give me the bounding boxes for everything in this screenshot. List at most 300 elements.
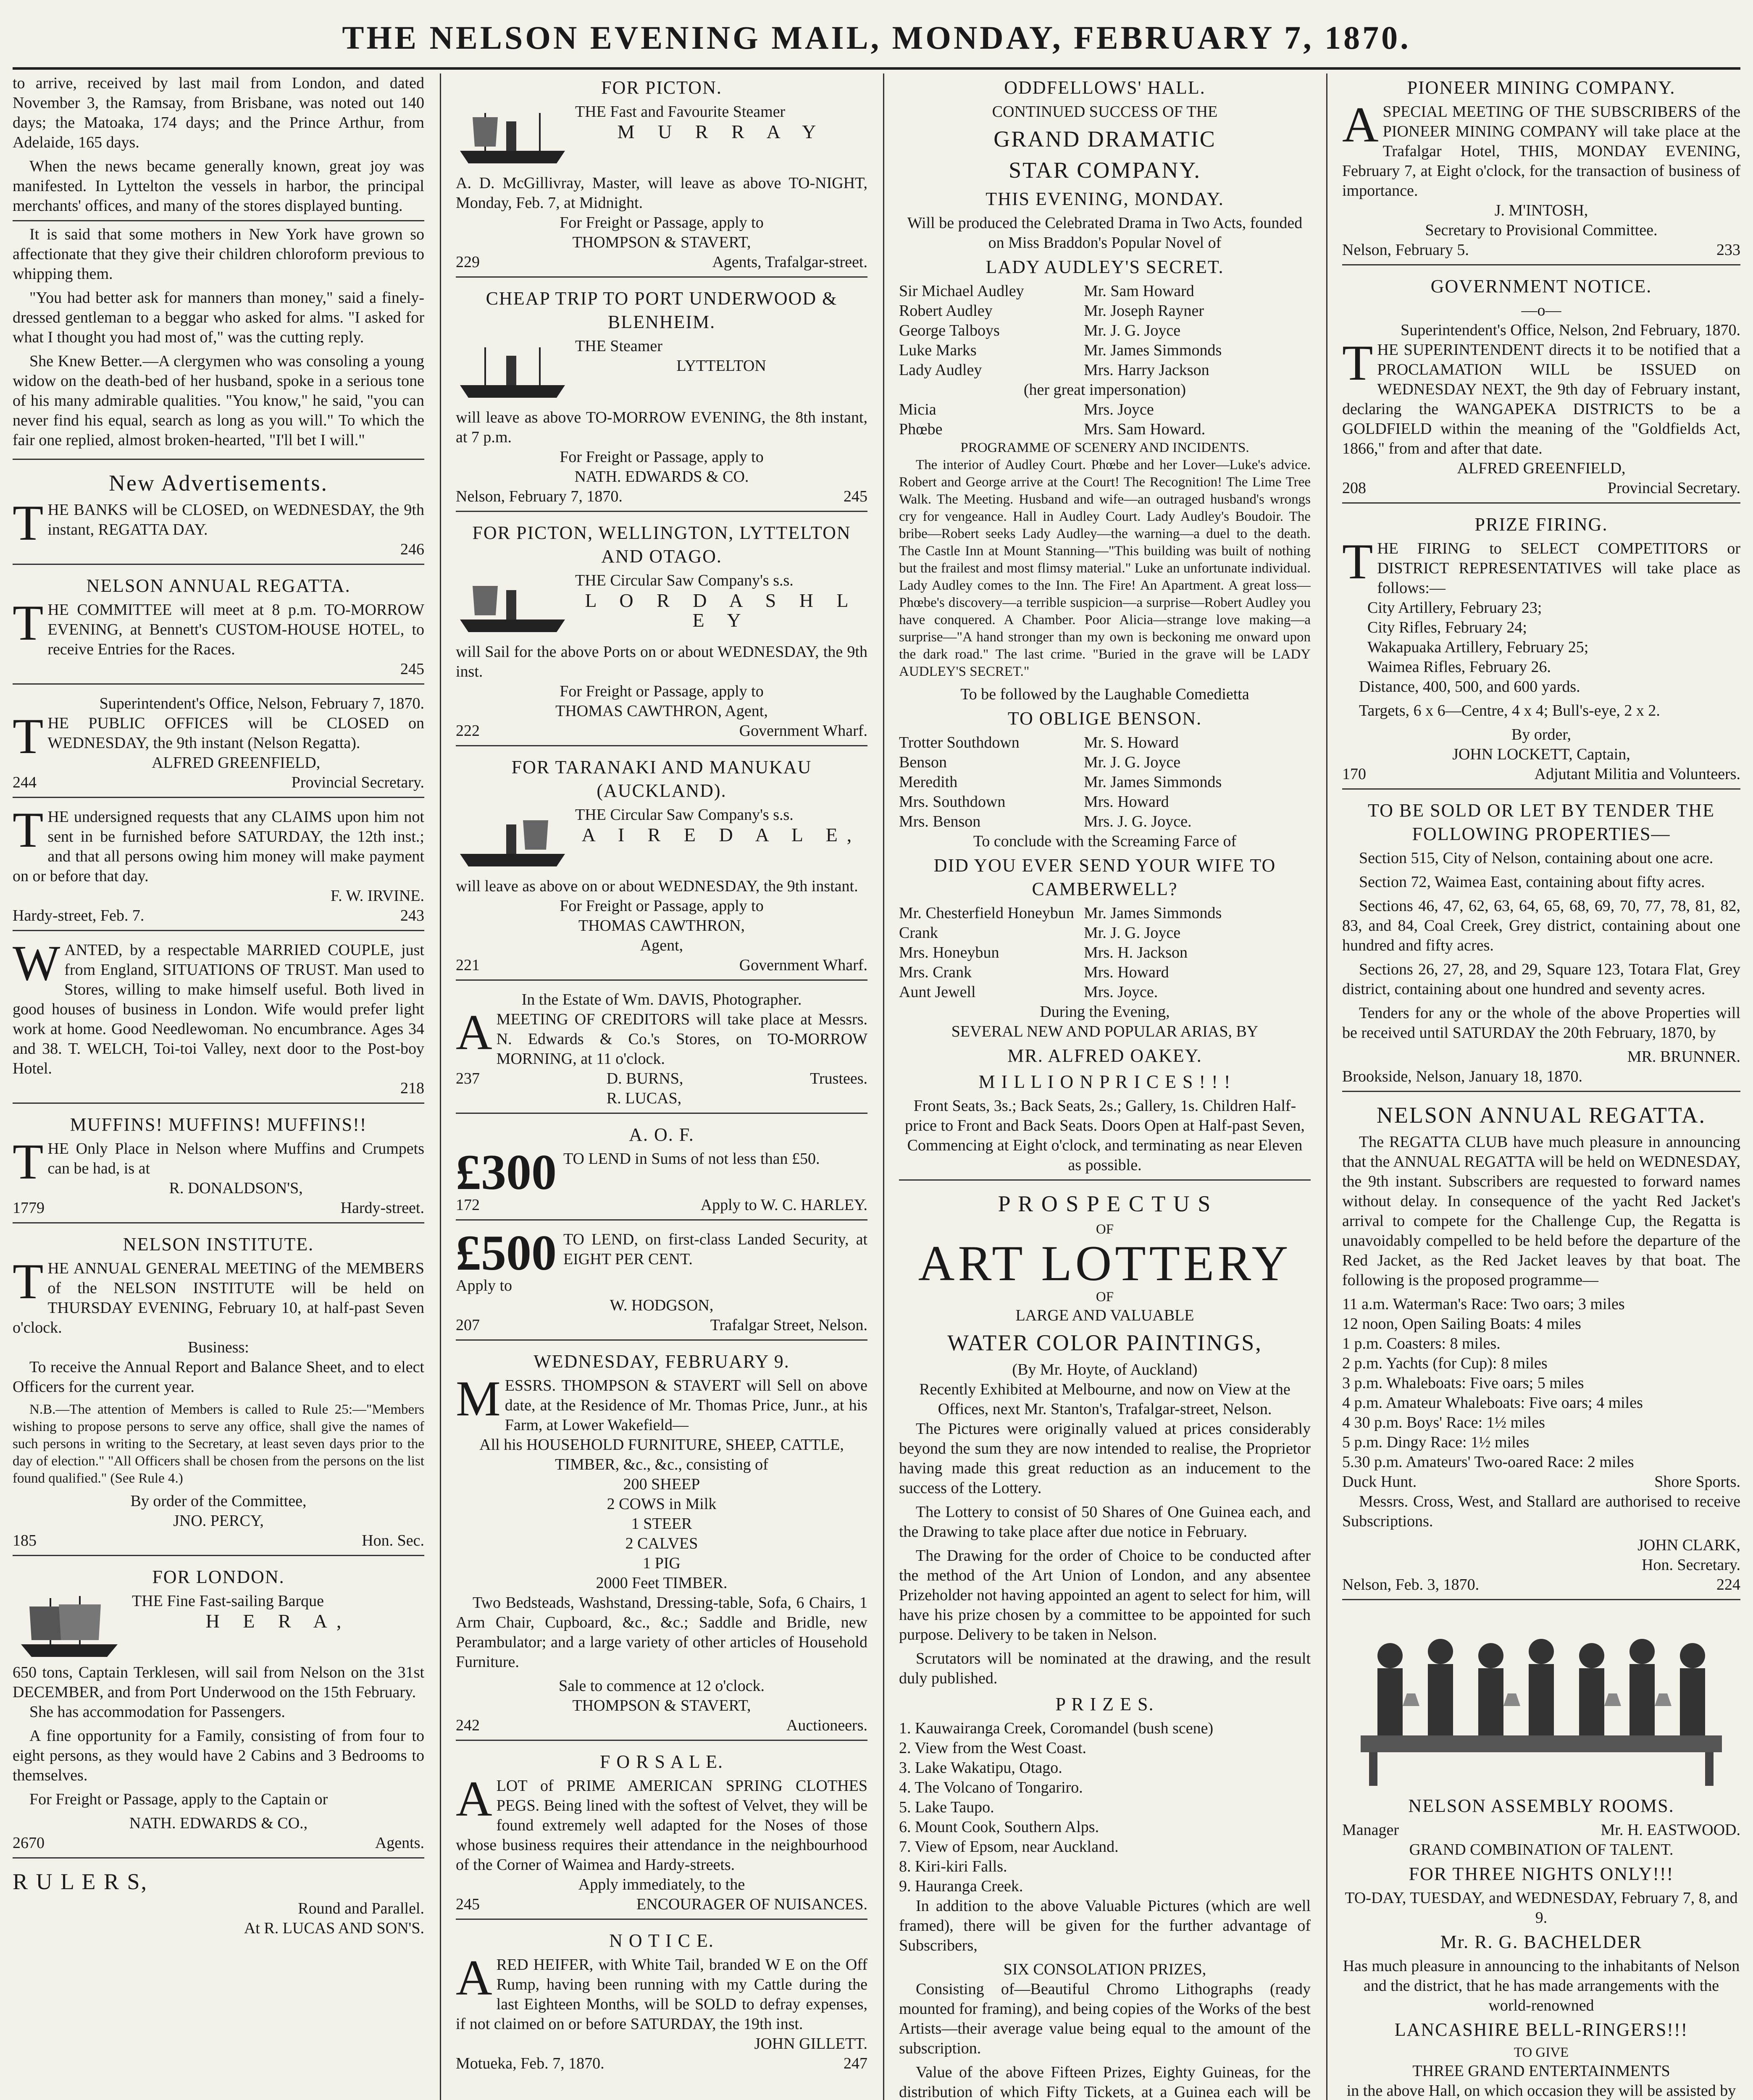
ad-apply: Apply to W. C. HARLEY. bbox=[700, 1196, 867, 1214]
ad-text: Duck Hunt. bbox=[1342, 1473, 1417, 1491]
cast-row bbox=[899, 301, 1311, 321]
column-3 bbox=[899, 74, 1311, 2100]
ship-icon bbox=[13, 1594, 126, 1661]
ad-public-offices bbox=[13, 694, 424, 798]
ad-signature: JOHN CLARK, bbox=[1637, 1536, 1740, 1554]
ad-number: 242 bbox=[456, 1717, 480, 1734]
list-item: 4 30 p.m. Boys' Race: 1½ miles bbox=[1342, 1414, 1545, 1431]
column-1 bbox=[13, 74, 424, 2100]
ad-title: GOVERNMENT NOTICE. bbox=[1430, 276, 1652, 297]
ad-assembly-rooms bbox=[1342, 1609, 1740, 2100]
list-item: 4 p.m. Amateur Whaleboats: Five oars; 4 miles bbox=[1342, 1394, 1643, 1412]
performer-name: LANCASHIRE BELL-RINGERS!!! bbox=[1394, 2019, 1688, 2040]
ad-address: Motueka, Feb. 7, 1870. bbox=[456, 2055, 604, 2072]
ad-signature: F. W. IRVINE. bbox=[331, 887, 424, 905]
ad-subhead: OF bbox=[1096, 1222, 1114, 1237]
ad-signature: THOMPSON & STAVERT, bbox=[572, 1697, 751, 1714]
ad-number: 243 bbox=[400, 907, 424, 924]
news-item bbox=[13, 220, 424, 460]
performer-name: Mr. R. G. BACHELDER bbox=[1440, 1932, 1643, 1952]
role: Robert Audley bbox=[899, 302, 993, 320]
ad-title: ODDFELLOWS' HALL. bbox=[1004, 77, 1206, 98]
ad-text: Has much pleasure in announcing to the inhabitants of Nelson and the district, that he has made arrangements with the world-renowned bbox=[1343, 1957, 1740, 2014]
list-item: 2000 Feet TIMBER. bbox=[596, 1574, 728, 1592]
ad-picton bbox=[456, 76, 867, 278]
ad-number: 229 bbox=[456, 253, 480, 271]
ad-text: Distance, 400, 500, and 600 yards. bbox=[1359, 678, 1580, 696]
ad-signature: MR. BRUNNER. bbox=[1627, 1048, 1740, 1066]
list-item: 8. Kiri-kiri Falls. bbox=[899, 1858, 1007, 1875]
actor: Mr. J. G. Joyce bbox=[1084, 322, 1181, 339]
role: Mrs. Crank bbox=[899, 963, 972, 981]
ad-text: THE PUBLIC OFFICES will be CLOSED on WEDNESDAY, the 9th instant (Nelson Regatta). bbox=[13, 708, 424, 764]
role: Sir Michael Audley bbox=[899, 282, 1024, 300]
cast-list bbox=[899, 733, 1311, 832]
list-item: 11 a.m. Waterman's Race: Two oars; 3 miles bbox=[1342, 1295, 1625, 1313]
actor: Mrs. Joyce. bbox=[1084, 983, 1158, 1001]
list-item: City Artillery, February 23; bbox=[1367, 599, 1542, 617]
ad-apply: For Freight or Passage, apply to bbox=[560, 897, 764, 915]
ad-subhead: LARGE AND VALUABLE bbox=[1015, 1307, 1194, 1324]
ad-address: Nelson, Feb. 3, 1870. bbox=[1342, 1576, 1480, 1593]
list-item: Section 72, Waimea East, containing about fifty acres. bbox=[1359, 873, 1705, 891]
ad-number: 245 bbox=[844, 488, 867, 505]
ad-text: Value of the above Fifteen Prizes, Eighty Guineas, for the distribution of which Fifty Tickets, at a Guinea each will be bbox=[899, 2063, 1311, 2100]
ad-signature: ALFRED GREENFIELD, bbox=[1457, 459, 1626, 477]
ad-text: ASPECIAL MEETING OF THE SUBSCRIBERS of the PIONEER MINING COMPANY will take place at the Trafalgar Hotel, THIS, MONDAY EVENING, February 7, at Eight o'clock, for the transaction of business of importance. bbox=[1342, 97, 1740, 200]
ship-name: A I R E D A L E, bbox=[581, 824, 861, 845]
ad-regatta bbox=[13, 574, 424, 685]
ad-signature: THOMAS CAWTHRON, Agent, bbox=[555, 702, 768, 720]
ad-text: All his HOUSEHOLD FURNITURE, SHEEP, CATTLE, TIMBER, &c., &c., consisting of bbox=[479, 1436, 844, 1473]
cast-row bbox=[899, 963, 1311, 982]
ad-role: Agents, Trafalgar-street. bbox=[712, 253, 867, 271]
ad-text: THE Circular Saw Company's s.s. bbox=[575, 572, 794, 589]
ad-apply: For Freight or Passage, apply to bbox=[560, 214, 764, 231]
ad-role: Secretary to Provisional Committee. bbox=[1425, 221, 1658, 239]
ad-davis bbox=[456, 990, 867, 1114]
cast-list bbox=[899, 400, 1311, 439]
ad-address: Nelson, February 5. bbox=[1342, 241, 1469, 259]
actor: Mr. S. Howard bbox=[1084, 734, 1179, 751]
ad-text: TO GIVE bbox=[1514, 2045, 1569, 2060]
ad-taranaki bbox=[456, 756, 867, 981]
actor: Mr. J. G. Joyce bbox=[1084, 924, 1181, 942]
list-item: 6. Mount Cook, Southern Alps. bbox=[899, 1818, 1099, 1836]
ad-title: NELSON ASSEMBLY ROOMS. bbox=[1408, 1796, 1674, 1816]
ad-order: By order, bbox=[1511, 726, 1571, 743]
ad-amount: £500 bbox=[456, 1225, 557, 1281]
ad-number: 221 bbox=[456, 956, 480, 974]
ship-name: LYTTELTON bbox=[676, 357, 766, 375]
ad-text: The Drawing for the order of Choice to be conducted after the method of the Art Union of London, and any absentee Prizeholder not having appointed an agent to select for him, will have his prize chosen by a committee to be appointed for such purpose. Delivery to be taken in Nelson. bbox=[899, 1547, 1311, 1643]
ad-subhead: CONTINUED SUCCESS OF THE bbox=[992, 103, 1218, 121]
ad-text: Targets, 6 x 6—Centre, 4 x 4; Bull's-eye, 2 x 2. bbox=[1359, 702, 1660, 719]
ad-text: To conclude with the Screaming Farce of bbox=[973, 832, 1237, 850]
ad-number: 233 bbox=[1716, 241, 1740, 259]
ad-signature: NATH. EDWARDS & CO., bbox=[129, 1814, 308, 1832]
ad-text: will leave as above on or about WEDNESDAY, the 9th instant. bbox=[456, 877, 858, 895]
ad-title: A. O. F. bbox=[629, 1124, 694, 1145]
ad-title: FOR LONDON. bbox=[152, 1567, 285, 1587]
ad-text: The REGATTA CLUB have much pleasure in announcing that the ANNUAL REGATTA will be held on WEDNESDAY, the 9th instant. Subscribers are requested to forward names without delay. In consequence of the yacht Red Jacket's arrival to compete for the Challenge Cup, the Regatta is unavoidably compelled to be held before the departure of the Red Jacket, as the Red Jacket leaves by that boat. The following is the proposed programme— bbox=[1342, 1133, 1740, 1289]
ad-banks bbox=[13, 495, 424, 565]
role: Meredith bbox=[899, 773, 958, 791]
ad-aof bbox=[456, 1123, 867, 1221]
ad-number: 237 bbox=[456, 1070, 480, 1087]
steamer-icon bbox=[456, 339, 569, 406]
ad-title: NELSON ANNUAL REGATTA. bbox=[1376, 1102, 1706, 1128]
ad-oddfellows-hall bbox=[899, 76, 1311, 1181]
ad-title: P R O S P E C T U S bbox=[998, 1191, 1212, 1216]
ad-text: Round and Parallel. bbox=[298, 1900, 424, 1917]
cast-list bbox=[899, 903, 1311, 1002]
ad-signature: THOMPSON & STAVERT, bbox=[572, 234, 751, 251]
ad-title: FOR THREE NIGHTS ONLY!!! bbox=[1409, 1864, 1674, 1884]
news-paragraph: to arrive, received by last mail from London, and dated November 3, the Ramsay, from Brisbane, was noted out 140 days; the Matoaka, 174 days; and the Prince Arthur, from Adelaide, 165 days. bbox=[13, 74, 424, 151]
ad-art-lottery bbox=[899, 1190, 1311, 2100]
ad-title: CHEAP TRIP TO PORT UNDERWOOD & BLENHEIM. bbox=[486, 288, 838, 332]
role: Mrs. Honeybun bbox=[899, 944, 999, 961]
ad-label: Manager bbox=[1342, 1821, 1399, 1839]
ad-text: ARED HEIFER, with White Tail, branded W E on the Off Rump, having been running with my Cattle during the last Eighteen Months, will be SOLD to defray expenses, if not claimed on or before SATURDAY, the 19th inst. bbox=[456, 1950, 867, 2033]
cast-row bbox=[899, 812, 1311, 832]
ad-text: Shore Sports. bbox=[1654, 1473, 1740, 1491]
role: Micia bbox=[899, 401, 936, 418]
ad-text: To be followed by the Laughable Comedietta bbox=[960, 685, 1249, 703]
list-item: 4. The Volcano of Tongariro. bbox=[899, 1779, 1083, 1796]
ad-text: THE COMMITTEE will meet at 8 p.m. TO-MORROW EVENING, at Bennett's CUSTOM-HOUSE HOTEL, to receive Entries for the Races. bbox=[13, 595, 424, 658]
cast-row bbox=[899, 281, 1311, 301]
ad-amount: £300 bbox=[456, 1144, 557, 1200]
ad-text: AMEETING OF CREDITORS will take place at Messrs. N. Edwards & Co.'s Stores, on TO-MORROW MORNING, at 11 o'clock. bbox=[456, 1004, 867, 1068]
steamer-icon bbox=[456, 573, 569, 640]
ad-role: Auctioneers. bbox=[786, 1717, 867, 1734]
ad-title: N O T I C E. bbox=[609, 1930, 714, 1951]
ad-number: 245 bbox=[456, 1895, 480, 1913]
list-item: 1 p.m. Coasters: 8 miles. bbox=[1342, 1335, 1501, 1352]
list-item: 200 SHEEP bbox=[623, 1475, 700, 1493]
performer-name: MR. ALFRED OAKEY. bbox=[1007, 1045, 1202, 1066]
actor: Mrs. Howard bbox=[1084, 963, 1169, 981]
actor: Mrs. Howard bbox=[1084, 793, 1169, 811]
list-item: Wakapuaka Artillery, February 25; bbox=[1367, 638, 1589, 656]
ad-number: 246 bbox=[400, 541, 424, 558]
ad-date: THIS EVENING, MONDAY. bbox=[986, 189, 1224, 209]
ad-number: 208 bbox=[1342, 479, 1366, 497]
ad-lend bbox=[456, 1225, 867, 1341]
ad-number: 207 bbox=[456, 1316, 480, 1334]
ad-date: TO-DAY, TUESDAY, and WEDNESDAY, February 7, 8, and 9. bbox=[1345, 1889, 1738, 1927]
ad-agent: Agent, bbox=[640, 937, 683, 954]
ad-role: Government Wharf. bbox=[739, 956, 867, 974]
ad-subhead: OF bbox=[1096, 1289, 1114, 1305]
list-item: 2 CALVES bbox=[625, 1535, 698, 1552]
column-4 bbox=[1342, 74, 1740, 2100]
cast-row bbox=[899, 321, 1311, 341]
ad-text: THE ANNUAL GENERAL MEETING of the MEMBERS of the NELSON INSTITUTE will be held on THURSDAY EVENING, February 10, at half-past Seven o'clock. bbox=[13, 1253, 424, 1336]
actor: Mr. James Simmonds bbox=[1084, 773, 1222, 791]
ad-role: Trustees. bbox=[810, 1070, 867, 1087]
cast-row bbox=[899, 400, 1311, 420]
cast-row bbox=[899, 792, 1311, 812]
ad-prize-firing bbox=[1342, 513, 1740, 790]
ad-number: 245 bbox=[400, 660, 424, 678]
ad-apply: For Freight or Passage, apply to bbox=[560, 682, 764, 700]
column-2 bbox=[456, 74, 867, 2100]
cast-row bbox=[899, 360, 1311, 380]
actor: Mrs. Harry Jackson bbox=[1084, 361, 1209, 379]
ad-subhead: PROGRAMME OF SCENERY AND INCIDENTS. bbox=[960, 440, 1249, 455]
ad-order: By order of the Committee, bbox=[130, 1492, 307, 1510]
ad-signature: R. DONALDSON'S, bbox=[169, 1179, 303, 1197]
ad-signature: Mr. H. EASTWOOD. bbox=[1601, 1821, 1740, 1839]
ad-text: N.B.—The attention of Members is called to Rule 25:—"Members wishing to propose persons to serve any office, shall give the names of such persons in writing to the Secretary, at least seven days prior to the day of election." "All Officers shall be chosen from the persons on the list found qualified." (See Rule 4.) bbox=[13, 1402, 424, 1486]
news-paragraph: When the news became generally known, great joy was manifested. In Lyttelton the vessels in harbor, the principal merchants' offices, and many of the stores displayed bunting. bbox=[13, 158, 424, 215]
ad-irvine bbox=[13, 802, 424, 931]
ad-subhead: THREE GRAND ENTERTAINMENTS bbox=[1412, 2062, 1670, 2080]
list-item: 2 p.m. Yachts (for Cup): 8 miles bbox=[1342, 1354, 1548, 1372]
ad-title: WATER COLOR PAINTINGS, bbox=[947, 1330, 1262, 1355]
role: George Talboys bbox=[899, 322, 1000, 339]
ad-office: Superintendent's Office, Nelson, 2nd February, 1870. bbox=[1401, 321, 1740, 339]
bell-ringers-illustration bbox=[1342, 1609, 1740, 1790]
column-rule bbox=[1326, 74, 1327, 2100]
list-item: 3 p.m. Whaleboats: Five oars; 5 miles bbox=[1342, 1374, 1584, 1392]
ad-otago bbox=[456, 521, 867, 746]
ad-text: Sale to commence at 12 o'clock. bbox=[558, 1677, 765, 1695]
ad-signature: ENCOURAGER OF NUISANCES. bbox=[636, 1895, 867, 1913]
list-item: 9. Hauranga Creek. bbox=[899, 1877, 1023, 1895]
ad-notice bbox=[456, 1929, 867, 2074]
ad-apply: Apply immediately, to the bbox=[578, 1876, 745, 1893]
list-item: 2. View from the West Coast. bbox=[899, 1739, 1087, 1757]
ad-title: FOR PICTON, WELLINGTON, LYTTELTON AND OTAGO. bbox=[472, 522, 851, 567]
masthead-title: THE NELSON EVENING MAIL, MONDAY, FEBRUARY 7, 1870. bbox=[342, 19, 1411, 56]
ad-signature: JOHN GILLETT. bbox=[754, 2035, 867, 2053]
ad-text: Messrs. Cross, West, and Stallard are authorised to receive Subscriptions. bbox=[1342, 1493, 1740, 1530]
actor: Mr. J. G. Joyce bbox=[1084, 753, 1181, 771]
ad-apply: Apply to bbox=[456, 1277, 512, 1294]
ad-title: R U L E R S, bbox=[13, 1869, 148, 1894]
ad-number: 172 bbox=[456, 1196, 480, 1214]
play-title: DID YOU EVER SEND YOUR WIFE TO CAMBERWELL? bbox=[933, 855, 1276, 899]
ornament: —o— bbox=[1521, 302, 1561, 319]
news-paragraph: She Knew Better.—A clergymen who was consoling a young widow on the death-bed of her husband, spoke in a serious tone of his many admirable qualities. "You know," he said, "you can never find his equal, search as long as you will." To which the fair one replied, almost broken-hearted, "I'll bet I will." bbox=[13, 352, 424, 449]
actor: Mrs. Joyce bbox=[1084, 401, 1154, 418]
cast-row bbox=[899, 753, 1311, 772]
ad-wanted bbox=[13, 935, 424, 1104]
ad-role: Provincial Secretary. bbox=[291, 774, 424, 791]
cast-row bbox=[899, 733, 1311, 753]
role: Aunt Jewell bbox=[899, 983, 976, 1001]
list-item: Sections 46, 47, 62, 63, 64, 65, 68, 69, 70, 77, 78, 81, 82, 83, and 84, Coal Creek, Grey district, containing about one hundred and fifty acres. bbox=[1342, 897, 1740, 954]
ad-text: For Freight or Passage, apply to the Captain or bbox=[29, 1790, 328, 1808]
column-rule bbox=[883, 74, 884, 2100]
cast-row bbox=[899, 923, 1311, 943]
ad-role: Adjutant Militia and Volunteers. bbox=[1534, 765, 1740, 783]
ad-text: To receive the Annual Report and Balance Sheet, and to elect Officers for the current year. bbox=[13, 1358, 424, 1396]
ad-rulers bbox=[13, 1868, 424, 1938]
actor: Mrs. H. Jackson bbox=[1084, 944, 1188, 961]
list-item: 1. Kauwairanga Creek, Coromandel (bush scene) bbox=[899, 1719, 1214, 1737]
ad-signature: JOHN LOCKETT, Captain, bbox=[1452, 746, 1630, 763]
ad-text: THE SUPERINTENDENT directs it to be notified that a PROCLAMATION WILL be ISSUED on WEDNESDAY NEXT, the 9th day of February instant, declaring the WANGAPEKA DISTRICTS to be a GOLDFIELD within the meaning of the "Goldfields Act, 1866," from and after that date. bbox=[1342, 335, 1740, 457]
ad-signature: JNO. PERCY, bbox=[173, 1512, 264, 1530]
ad-wednesday-sale bbox=[456, 1350, 867, 1741]
ad-text: SEVERAL NEW AND POPULAR ARIAS, BY bbox=[951, 1023, 1259, 1040]
list-item: 5.30 p.m. Amateurs' Two-oared Race: 2 miles bbox=[1342, 1453, 1634, 1471]
cast-row bbox=[899, 341, 1311, 360]
ad-text: 650 tons, Captain Terklesen, will sail from Nelson on the 31st DECEMBER, and from Port Underwood on the 15th February. bbox=[13, 1664, 424, 1701]
ad-subhead: GRAND COMBINATION OF TALENT. bbox=[1409, 1841, 1674, 1858]
ad-number: 1779 bbox=[13, 1199, 45, 1217]
ad-address: Brookside, Nelson, January 18, 1870. bbox=[1342, 1068, 1583, 1085]
ad-tender bbox=[1342, 799, 1740, 1092]
ad-text: ALOT of PRIME AMERICAN SPRING CLOTHES PEGS. Being lined with the softest of Velvet, they will be found extremely well adapted for the Noses of those whose business requires their attendance in the neighbourhood of the Corner of Waimea and Hardy-streets. bbox=[456, 1771, 867, 1874]
ad-text: Front Seats, 3s.; Back Seats, 2s.; Gallery, 1s. Children Half-price to Front and Back Seats. Doors Open at Half-past Seven, Commencing at Eight o'clock, and terminating as near Eleven as possible. bbox=[905, 1097, 1305, 1174]
ad-text: THE FIRING to SELECT COMPETITORS or DISTRICT REPRESENTATIVES will take place as follows:— bbox=[1342, 533, 1740, 597]
ad-pioneer bbox=[1342, 76, 1740, 265]
ad-text: In addition to the above Valuable Pictures (which are well framed), there will be given for the further advantage of Subscribers, bbox=[899, 1897, 1311, 1954]
ad-text: She has accommodation for Passengers. bbox=[29, 1703, 285, 1721]
list-item: 2 COWS in Milk bbox=[607, 1495, 717, 1513]
ad-text: THE Steamer bbox=[575, 337, 662, 355]
ad-title: FOR TARANAKI AND MANUKAU (AUCKLAND). bbox=[511, 757, 812, 801]
ad-text: MESSRS. THOMPSON & STAVERT will Sell on above date, at the Residence of Mr. Thomas Price, Junr., at his Farm, at Lower Wakefield— bbox=[456, 1370, 867, 1434]
ad-number: 218 bbox=[400, 1079, 424, 1097]
ad-title: PRIZE FIRING. bbox=[1474, 514, 1608, 535]
ship-name: L O R D A S H L E Y bbox=[585, 590, 858, 631]
ad-signature: D. BURNS, bbox=[606, 1070, 683, 1087]
ad-text: THE BANKS will be CLOSED, on WEDNESDAY, the 9th instant, REGATTA DAY. bbox=[13, 495, 424, 551]
steamer-icon bbox=[456, 105, 569, 172]
ad-title: ART LOTTERY bbox=[918, 1235, 1292, 1291]
ad-text: A. D. McGillivray, Master, will leave as above TO-NIGHT, Monday, Feb. 7, at Midnight. bbox=[456, 174, 867, 212]
ad-text: The Lottery to consist of 50 Shares of One Guinea each, and the Drawing to take place after due notice in February. bbox=[899, 1503, 1311, 1541]
role: Mrs. Benson bbox=[899, 813, 981, 830]
ad-title: NELSON ANNUAL REGATTA. bbox=[86, 575, 351, 596]
list-item: 12 noon, Open Sailing Boats: 4 miles bbox=[1342, 1315, 1581, 1333]
cast-row bbox=[899, 903, 1311, 923]
ad-number: 224 bbox=[1716, 1576, 1740, 1593]
ad-text: THE undersigned requests that any CLAIMS upon him not sent in be furnished before SATURDAY, the 12th inst.; and that all persons owing him money will make payment on or before that day. bbox=[13, 802, 424, 885]
cast-row bbox=[899, 982, 1311, 1002]
ad-text: (By Mr. Hoyte, of Auckland) bbox=[1012, 1361, 1198, 1378]
cast-note: (her great impersonation) bbox=[1023, 381, 1186, 399]
ad-title: FOR PICTON. bbox=[601, 77, 722, 98]
ad-office: Superintendent's Office, Nelson, February 7, 1870. bbox=[99, 695, 424, 712]
ad-signature: THOMAS CAWTHRON, bbox=[578, 917, 745, 934]
ad-address: Hardy-street, Feb. 7. bbox=[13, 907, 145, 924]
ad-number: 170 bbox=[1342, 765, 1366, 783]
prizes-title: P R I Z E S. bbox=[1055, 1694, 1154, 1714]
ad-text: Will be produced the Celebrated Drama in Two Acts, founded on Miss Braddon's Popular Novel of bbox=[907, 214, 1303, 252]
list-item: City Rifles, February 24; bbox=[1367, 619, 1527, 636]
prices-title: M I L L I O N P R I C E S ! ! ! bbox=[978, 1071, 1231, 1092]
steamer-icon bbox=[456, 808, 569, 875]
list-item: 7. View of Epsom, near Auckland. bbox=[899, 1838, 1119, 1856]
ad-text: THE Circular Saw Company's s.s. bbox=[575, 806, 794, 824]
ad-text: Consisting of—Beautiful Chromo Lithographs (ready mounted for framing), and being copies of the Works of the best Artists—their average value being equal to the amount of the subscription. bbox=[899, 1980, 1311, 2057]
ad-text: A fine opportunity for a Family, consisting of from four to eight persons, as they would have 2 Cabins and 3 Bedrooms to themselves. bbox=[13, 1727, 424, 1784]
ad-government bbox=[1342, 275, 1740, 504]
ad-text: THE Fast and Favourite Steamer bbox=[575, 103, 786, 121]
cast-row bbox=[899, 420, 1311, 439]
ad-text: The interior of Audley Court. Phœbe and her Lover—Luke's advice. Robert and George arrive at the Court! The Recognition! The Lime Tree Walk. The Meeting. Husband and wife—an outraged husband's wrongs cry for vengeance. Hall in Audley Court. Lady Audley's Boudoir. The bribe—Robert seeks Lady Audley—the warning—a duel to the death. The Castle Inn at Mount Stanning—"This building was built of nothing but the frailest and most flimsy material." Luke an unfortunate individual. Lady Audley comes to the Inn. The Fire! An Apartment. A great loss—Phœbe's discovery—a terrible suspicion—a surprise—Robert Audley you have conquered. A Chamber. Poor Alicia—strange love making—a surprise—"A hand stronger than my own is beckoning me onward upon the dark road." The last crime. "Buried in the grave will be LADY AUDLEY'S SECRET." bbox=[899, 457, 1311, 679]
ad-role: Government Wharf. bbox=[739, 722, 867, 740]
ad-title: F O R S A L E. bbox=[599, 1751, 724, 1772]
ad-number: 247 bbox=[844, 2055, 867, 2072]
actor: Mr. James Simmonds bbox=[1084, 341, 1222, 359]
ad-text: During the Evening, bbox=[1040, 1003, 1170, 1021]
ad-number: 244 bbox=[13, 774, 37, 791]
ad-role: Agents. bbox=[375, 1834, 424, 1852]
news-paragraph: "You had better ask for manners than money," said a finely-dressed gentleman to a beggar who asked for alms. "I asked for what I thought you had most of," was the cutting reply. bbox=[13, 289, 424, 346]
actor: Mrs. J. G. Joyce. bbox=[1084, 813, 1192, 830]
play-title: LADY AUDLEY'S SECRET. bbox=[986, 257, 1224, 277]
ad-subhead: SIX CONSOLATION PRIZES, bbox=[1003, 1961, 1206, 1978]
list-item: Sections 26, 27, 28, and 29, Square 123, Totara Flat, Grey district, containing about one hundred and seventy acres. bbox=[1342, 961, 1740, 998]
ad-role: Hon. Sec. bbox=[362, 1532, 424, 1549]
role: Crank bbox=[899, 924, 938, 942]
ad-title: TO BE SOLD OR LET BY TENDER THE FOLLOWING PROPERTIES— bbox=[1368, 800, 1715, 844]
ad-annual-regatta bbox=[1342, 1101, 1740, 1600]
ad-text: Recently Exhibited at Melbourne, and now on View at the Offices, next Mr. Stanton's, Trafalgar-street, Nelson. bbox=[919, 1381, 1290, 1418]
ad-signature: W. HODGSON, bbox=[610, 1297, 714, 1314]
ad-signature: J. M'INTOSH, bbox=[1494, 202, 1588, 219]
role: Mr. Chesterfield Honeybun bbox=[899, 904, 1074, 922]
ad-text: TO LEND, on first-class Landed Security, at EIGHT PER CENT. bbox=[563, 1231, 867, 1268]
section-heading: New Advertisements. bbox=[109, 470, 328, 496]
ad-subhead: Business: bbox=[188, 1339, 249, 1356]
masthead bbox=[13, 8, 1740, 70]
ad-institute bbox=[13, 1233, 424, 1556]
ad-title: MUFFINS! MUFFINS! MUFFINS!! bbox=[70, 1114, 367, 1135]
role: Benson bbox=[899, 753, 947, 771]
list-item: 1 STEER bbox=[631, 1515, 692, 1533]
column-rule bbox=[440, 74, 441, 2100]
ad-title: PIONEER MINING COMPANY. bbox=[1407, 77, 1676, 98]
list-item: 5 p.m. Dingy Race: 1½ miles bbox=[1342, 1433, 1530, 1451]
race-list bbox=[1342, 1294, 1740, 1472]
ad-london bbox=[13, 1565, 424, 1858]
ad-address: Hardy-street. bbox=[340, 1199, 424, 1217]
ad-role: Provincial Secretary. bbox=[1607, 479, 1740, 497]
ad-number: 2670 bbox=[13, 1834, 45, 1852]
ad-for-sale bbox=[456, 1750, 867, 1920]
actor: Mr. James Simmonds bbox=[1084, 904, 1222, 922]
list-item: 1 PIG bbox=[643, 1554, 681, 1572]
ad-subhead: In the Estate of Wm. DAVIS, Photographer. bbox=[521, 991, 802, 1008]
actor: Mr. Sam Howard bbox=[1084, 282, 1194, 300]
ad-text: will Sail for the above Ports on or about WEDNESDAY, the 9th inst. bbox=[456, 643, 867, 680]
role: Mrs. Southdown bbox=[899, 793, 1006, 811]
ad-signature: R. LUCAS, bbox=[606, 1089, 682, 1107]
ad-muffins bbox=[13, 1113, 424, 1223]
role: Phœbe bbox=[899, 420, 943, 438]
cast-list bbox=[899, 281, 1311, 380]
role: Luke Marks bbox=[899, 341, 977, 359]
ad-text: THE Only Place in Nelson where Muffins and Crumpets can be had, is at bbox=[13, 1134, 424, 1189]
role: Lady Audley bbox=[899, 361, 982, 379]
ad-text: Two Bedsteads, Washstand, Dressing-table, Sofa, 6 Chairs, 1 Arm Chair, Cupboard, &c., &c.; Saddle and Bridle, new Perambulator; and a large variety of other articles of Household Furniture. bbox=[456, 1594, 867, 1671]
ad-text: will leave as above TO-MORROW EVENING, the 8th instant, at 7 p.m. bbox=[456, 409, 867, 446]
ad-apply: For Freight or Passage, apply to bbox=[560, 448, 764, 466]
play-title: TO OBLIGE BENSON. bbox=[1007, 708, 1202, 729]
ad-number: 222 bbox=[456, 722, 480, 740]
company-name: GRAND DRAMATIC bbox=[993, 126, 1216, 152]
